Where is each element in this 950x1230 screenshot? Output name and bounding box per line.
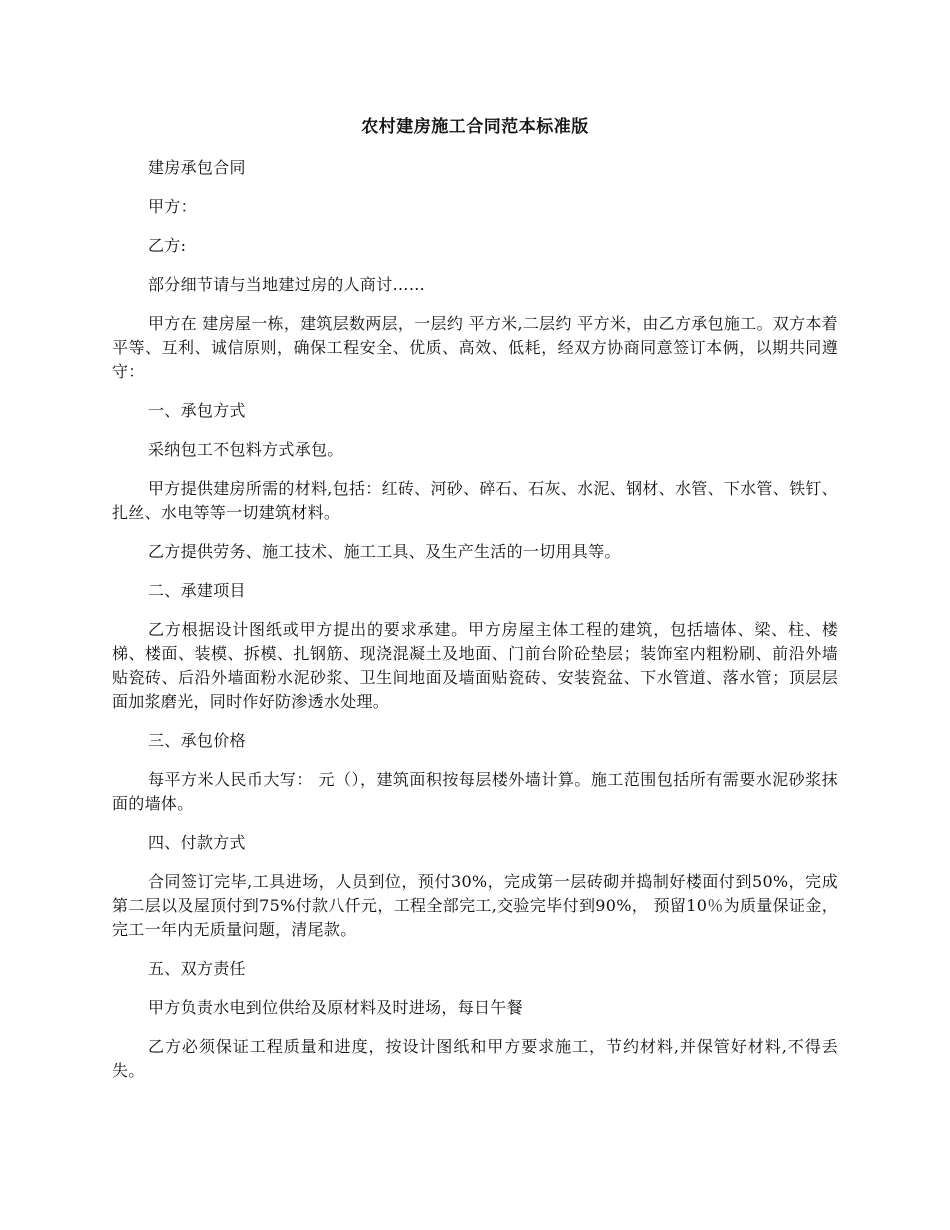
section-heading-4: 四、付款方式 bbox=[148, 833, 246, 852]
paragraph-contract-heading: 建房承包合同 bbox=[148, 158, 246, 177]
paragraph-party-a: 甲方： bbox=[148, 197, 197, 216]
paragraph: 每平方米人民币大写： 元（），建筑面积按每层楼外墙计算。施工范围包括所有需要水泥砂浆抹面的墙体。 bbox=[112, 770, 838, 813]
paragraph: 乙方根据设计图纸或甲方提出的要求承建。甲方房屋主体工程的建筑，包括墙体、梁、柱、楼梯、楼面、装模、拆模、扎钢筋、现浇混凝土及地面、门前台阶砼垫层；装饰室内粗粉刷、前沿外墙贴瓷砖、后沿外墙面粉水泥砂浆、卫生间地面及墙面贴瓷砖、安装瓷盆、下水管道、落水管；顶层层面加浆磨光，同时作好防渗透水处理。 bbox=[112, 620, 838, 711]
paragraph-preamble: 甲方在 建房屋一栋，建筑层数两层，一层约 平方米,二层约 平方米，由乙方承包施工。双方本着平等、互利、诚信原则，确保工程安全、优质、高效、低耗，经双方协商同意签订本俩，以期共同遵守： bbox=[112, 314, 838, 381]
document-title: 农村建房施工合同范本标准版 bbox=[361, 117, 589, 137]
section-heading-2: 二、承建项目 bbox=[148, 581, 246, 600]
paragraph: 乙方提供劳务、施工技术、施工工具、及生产生活的一切用具等。 bbox=[148, 542, 621, 561]
section-heading-5: 五、双方责任 bbox=[148, 959, 246, 978]
section-heading-1: 一、承包方式 bbox=[148, 401, 246, 420]
paragraph: 甲方负责水电到位供给及原材料及时进场，每日午餐 bbox=[148, 998, 523, 1017]
document-body bbox=[112, 156, 838, 1098]
section-heading-3: 三、承包价格 bbox=[148, 731, 246, 750]
paragraph: 甲方提供建房所需的材料,包括：红砖、河砂、碎石、石灰、水泥、钢材、水管、下水管、铁钉、扎丝、水电等等一切建筑材料。 bbox=[112, 479, 838, 522]
paragraph: 合同签订完毕,工具进场，人员到位，预付30%，完成第一层砖砌并捣制好楼面付到50%，完成第二层以及屋顶付到75%付款八仟元，工程全部完工,交验完毕付到90%， 预留10％为质量保证金，完工一年内无质量问题，清尾款。 bbox=[112, 872, 838, 939]
paragraph: 乙方必须保证工程质量和进度，按设计图纸和甲方要求施工，节约材料,并保管好材料,不得丢失。 bbox=[112, 1037, 838, 1080]
paragraph-party-b: 乙方: bbox=[148, 236, 187, 255]
paragraph-note: 部分细节请与当地建过房的人商讨…… bbox=[148, 275, 426, 294]
paragraph: 采纳包工不包料方式承包。 bbox=[148, 440, 344, 459]
